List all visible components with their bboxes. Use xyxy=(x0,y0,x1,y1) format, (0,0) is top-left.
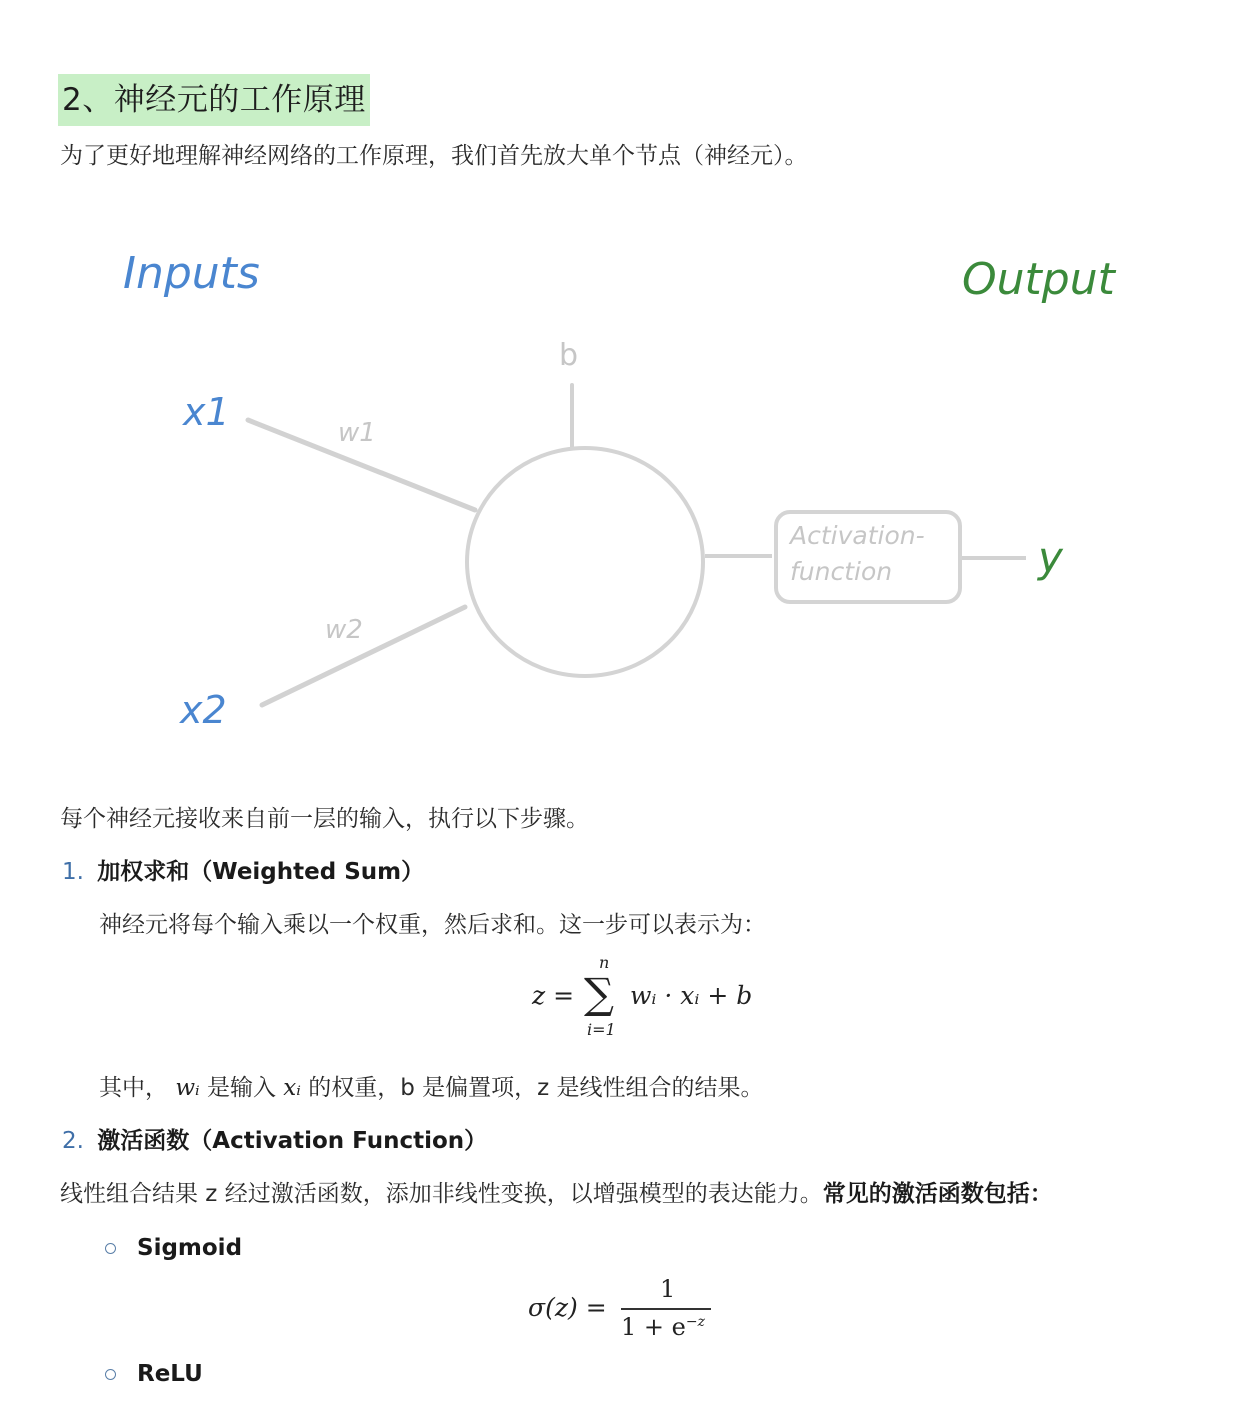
inputs-label: Inputs xyxy=(123,248,260,299)
sigmoid-numerator: 1 xyxy=(660,1275,676,1303)
sigmoid-denominator xyxy=(621,1313,705,1341)
note-w-symbol: wᵢ xyxy=(175,1075,200,1101)
fraction-bar xyxy=(621,1308,711,1310)
sigmoid-lhs: σ(z) = xyxy=(528,1293,607,1322)
step-2-heading xyxy=(62,1125,487,1157)
step-1-title: 加权求和（Weighted Sum） xyxy=(97,859,425,885)
weighted-sum-formula xyxy=(530,955,770,1045)
section-heading: 2、神经元的工作原理 xyxy=(58,74,370,126)
sigmoid-formula xyxy=(525,1275,725,1345)
neuron-circle xyxy=(467,448,703,676)
note-text-3: 的权重，b 是偏置项，z 是线性组合的结果。 xyxy=(308,1075,764,1101)
step-2-title: 激活函数（Activation Function） xyxy=(97,1128,488,1154)
step-1-note xyxy=(99,1072,763,1104)
bullet-circle-icon xyxy=(105,1243,116,1254)
step-2-desc-normal: 线性组合结果 z 经过激活函数，添加非线性变换，以增强模型的表达能力。 xyxy=(60,1181,823,1207)
input-x2: x2 xyxy=(180,688,227,732)
formula-sum-symbol: ∑ xyxy=(584,969,614,1018)
note-text-1: 其中， xyxy=(99,1075,168,1101)
bias-label: b xyxy=(559,338,579,373)
sigmoid-denominator-base: 1 + e xyxy=(621,1313,686,1341)
input-x1: x1 xyxy=(183,390,230,434)
step-2-description xyxy=(60,1178,1053,1210)
intro-paragraph: 为了更好地理解神经网络的工作原理，我们首先放大单个节点（神经元）。 xyxy=(60,143,808,169)
sigmoid-exponent: −z xyxy=(685,1314,705,1330)
activation-item-sigmoid: Sigmoid xyxy=(137,1235,243,1261)
weight-w2: w2 xyxy=(325,615,363,645)
formula-sum-bottom: i=1 xyxy=(587,1020,616,1039)
formula-rhs: wᵢ · xᵢ + b xyxy=(630,981,753,1010)
formula-lhs: z = xyxy=(532,981,575,1010)
step-1-heading xyxy=(62,856,424,888)
weight-w1: w1 xyxy=(338,418,376,448)
bullet-circle-icon xyxy=(105,1369,116,1380)
activation-item-relu: ReLU xyxy=(137,1361,203,1387)
step-2-number: 2. xyxy=(62,1128,84,1154)
note-text-2: 是输入 xyxy=(206,1075,276,1101)
step-1-number: 1. xyxy=(62,859,84,885)
steps-intro: 每个神经元接收来自前一层的输入，执行以下步骤。 xyxy=(60,806,589,832)
step-1-description: 神经元将每个输入乘以一个权重，然后求和。这一步可以表示为： xyxy=(99,912,766,938)
activation-label-line2: function xyxy=(790,557,893,586)
x2-connection-line xyxy=(262,607,465,705)
formula-sum-top: n xyxy=(599,953,610,972)
activation-label xyxy=(790,518,925,590)
note-x-symbol: xᵢ xyxy=(283,1075,301,1101)
output-y: y xyxy=(1038,533,1063,582)
step-2-desc-bold: 常见的激活函数包括： xyxy=(822,1181,1053,1207)
output-label: Output xyxy=(962,254,1115,305)
activation-label-line1: Activation- xyxy=(790,521,925,550)
